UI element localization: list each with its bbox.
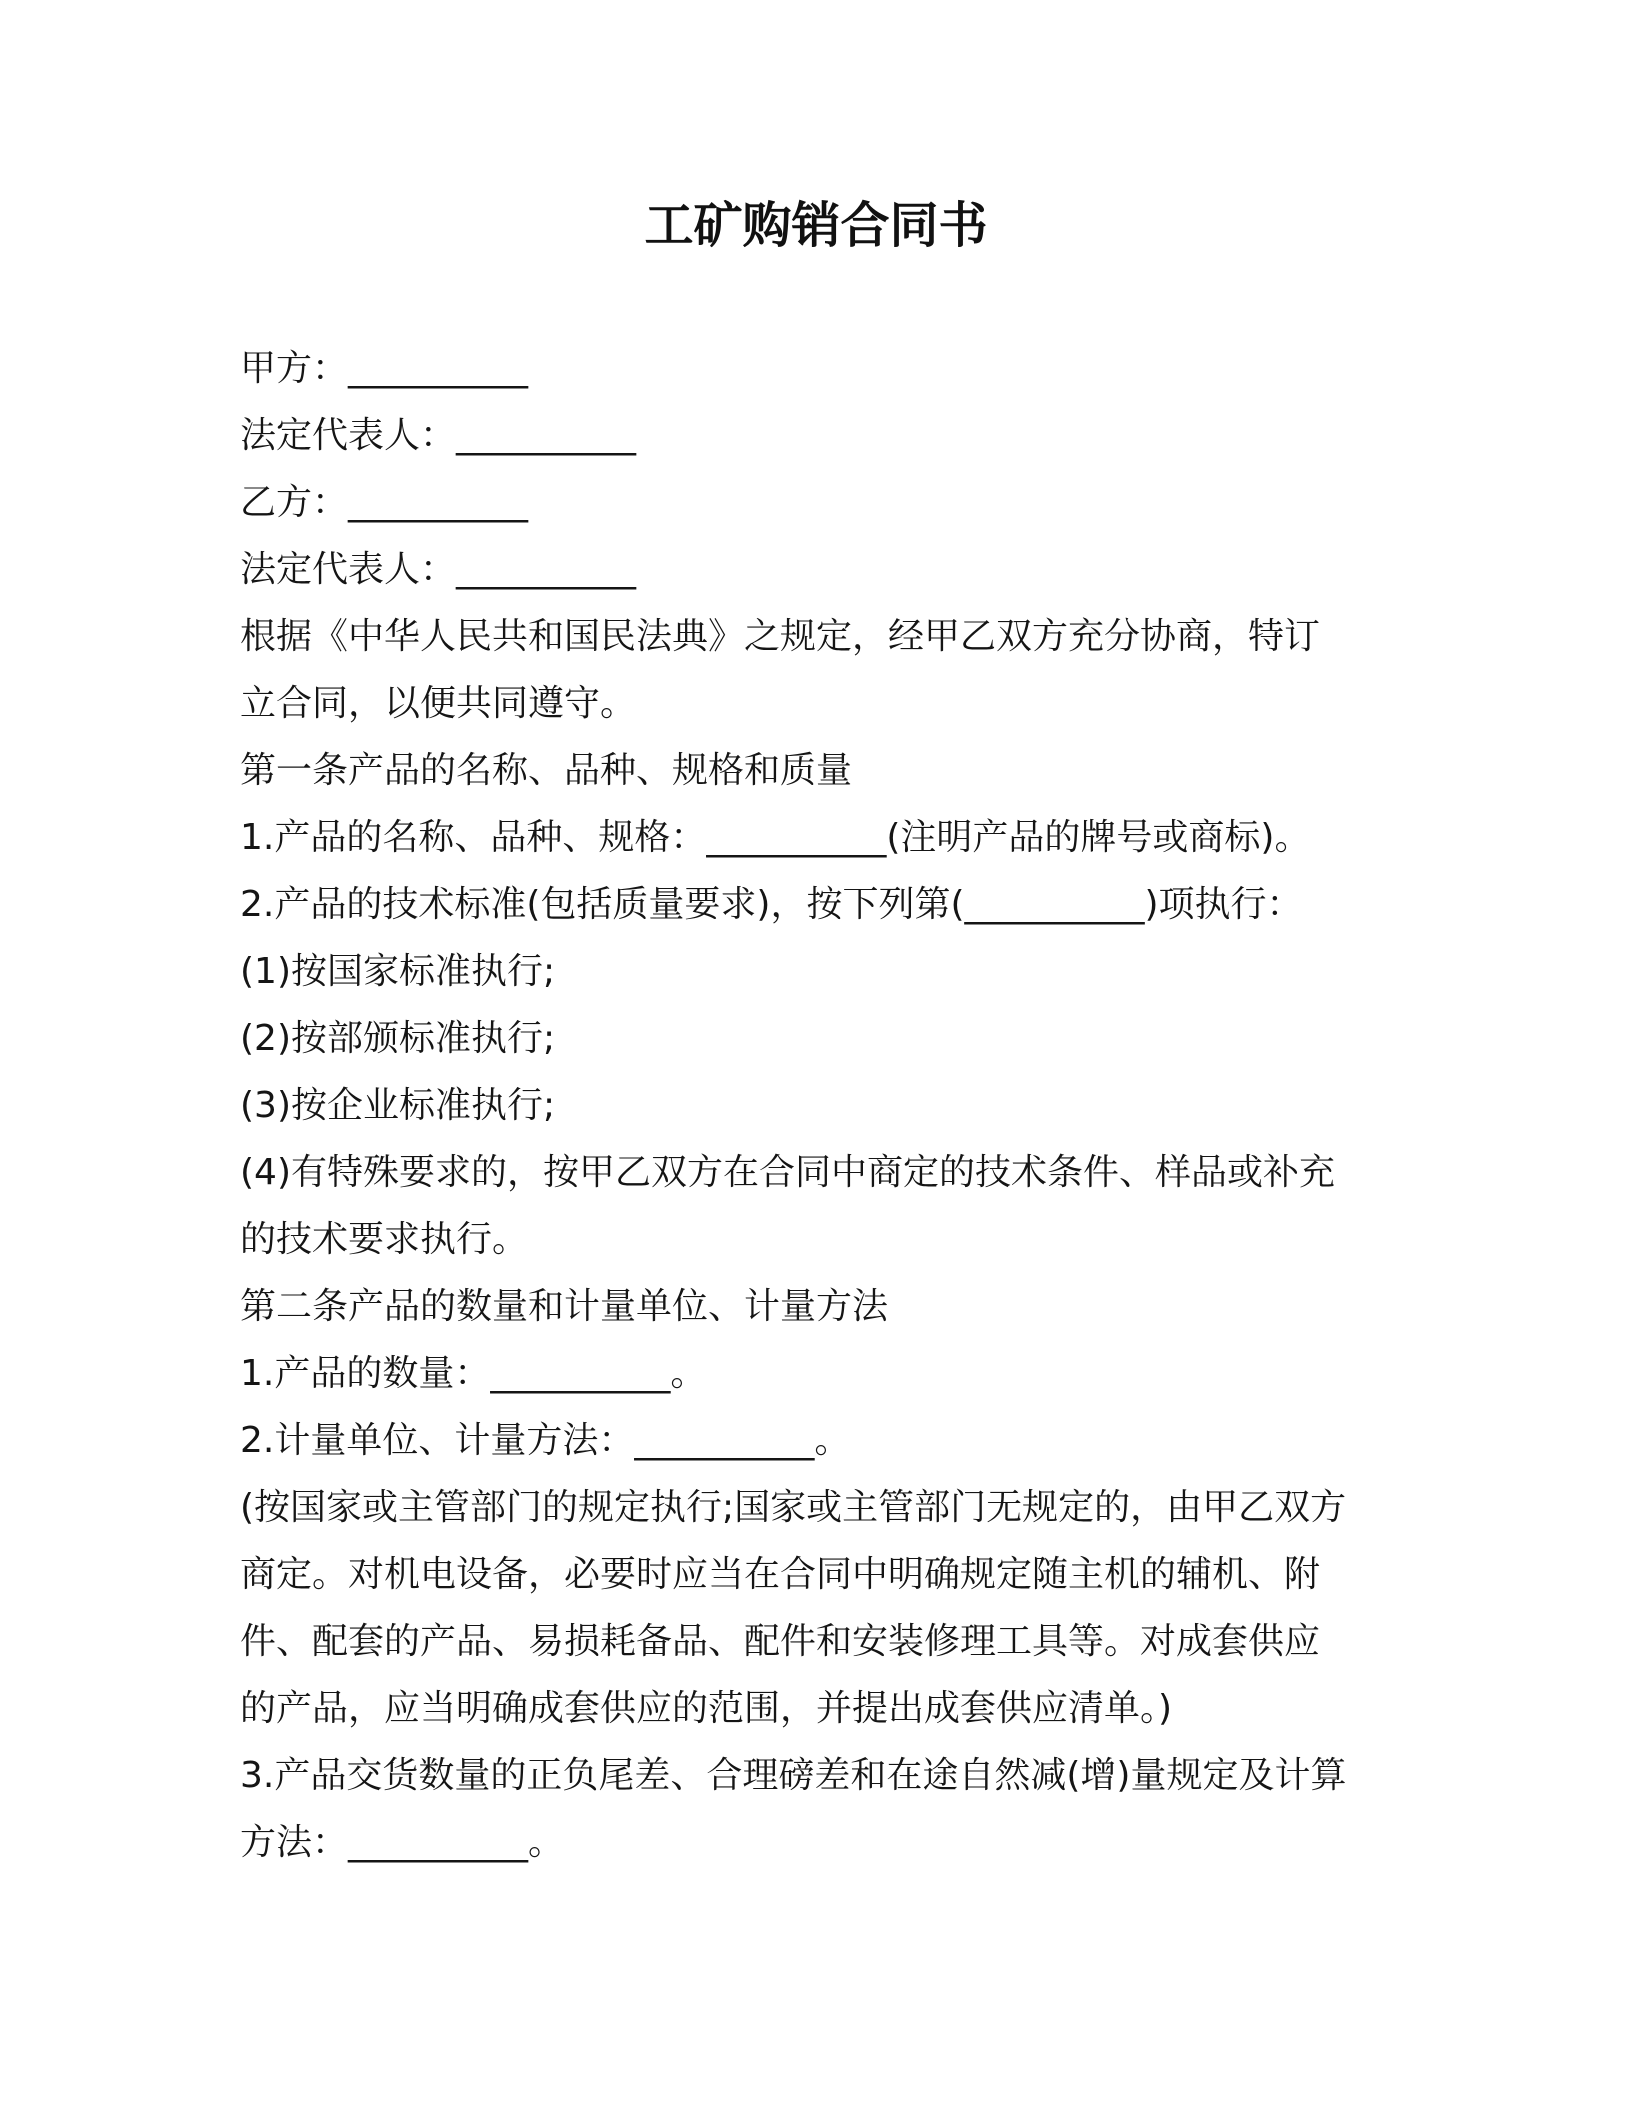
standard-option-4-line-1: (4)有特殊要求的，按甲乙双方在合同中商定的技术条件、样品或补充 (240, 1152, 1335, 1193)
standard-option-1: (1)按国家标准执行; (240, 951, 556, 992)
standard-option-2: (2)按部颁标准执行; (240, 1018, 556, 1059)
article-2-item-3-line-2: 方法：__________。 (240, 1822, 565, 1863)
document-body (240, 335, 1380, 1876)
party-a-line: 甲方：__________ (240, 348, 529, 389)
article-2-note-line-3: 件、配套的产品、易损耗备品、配件和安装修理工具等。对成套供应 (240, 1621, 1321, 1662)
party-a-representative-line: 法定代表人：__________ (240, 415, 637, 456)
article-2-note-line-4: 的产品，应当明确成套供应的范围，并提出成套供应清单。) (240, 1688, 1173, 1729)
article-2-item-3-line-1: 3.产品交货数量的正负尾差、合理磅差和在途自然减(增)量规定及计算 (240, 1755, 1347, 1796)
article-2-note-line-2: 商定。对机电设备，必要时应当在合同中明确规定随主机的辅机、附 (240, 1554, 1321, 1595)
article-1-item-2: 2.产品的技术标准(包括质量要求)，按下列第(__________)项执行： (240, 884, 1303, 925)
article-2-item-2: 2.计量单位、计量方法：__________。 (240, 1420, 851, 1461)
article-1-item-1: 1.产品的名称、品种、规格：__________(注明产品的牌号或商标)。 (240, 817, 1311, 858)
party-b-line: 乙方：__________ (240, 482, 529, 523)
preamble-line-2: 立合同，以便共同遵守。 (240, 683, 637, 724)
article-1-heading: 第一条产品的名称、品种、规格和质量 (240, 750, 853, 791)
standard-option-4-line-2: 的技术要求执行。 (240, 1219, 529, 1260)
document-title: 工矿购销合同书 (644, 197, 988, 254)
article-2-item-1: 1.产品的数量：__________。 (240, 1353, 707, 1394)
preamble-line-1: 根据《中华人民共和国民法典》之规定，经甲乙双方充分协商，特订 (240, 616, 1321, 657)
party-b-representative-line: 法定代表人：__________ (240, 549, 637, 590)
article-2-heading: 第二条产品的数量和计量单位、计量方法 (240, 1286, 889, 1327)
article-2-note-line-1: (按国家或主管部门的规定执行;国家或主管部门无规定的，由甲乙双方 (240, 1487, 1347, 1528)
standard-option-3: (3)按企业标准执行; (240, 1085, 556, 1126)
